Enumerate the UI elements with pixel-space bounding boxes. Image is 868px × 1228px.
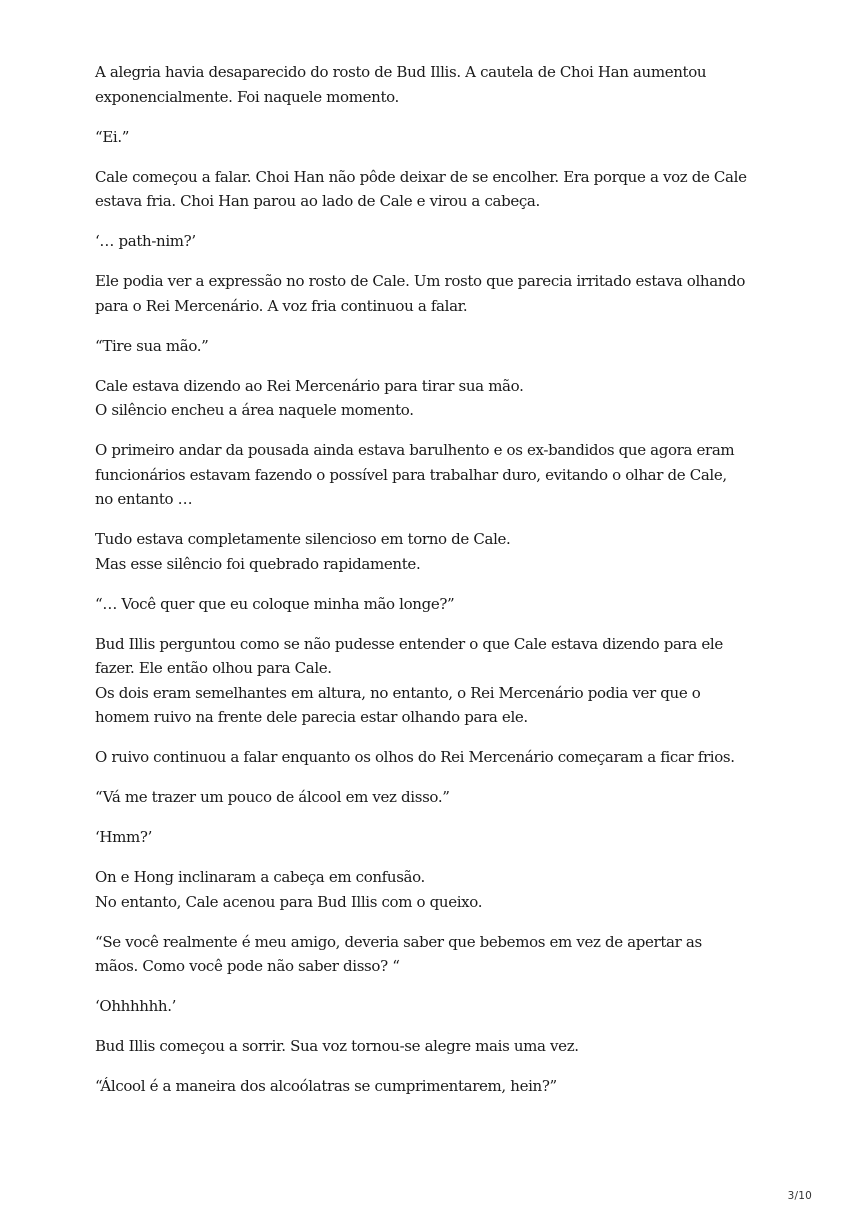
- paragraph: [95, 592, 795, 617]
- paragraph: [95, 745, 795, 770]
- text-line: no entanto …: [95, 490, 193, 508]
- text-line: O primeiro andar da pousada ainda estava barulhento e os ex-bandidos que agora eram: [95, 441, 735, 459]
- text-line: ‘… path-nim?’: [95, 232, 196, 250]
- text-line: O silêncio encheu a área naquele momento.: [95, 401, 414, 419]
- text-line: estava fria. Choi Han parou ao lado de Cale e virou a cabeça.: [95, 192, 540, 210]
- page-number: 3/10: [787, 1190, 812, 1202]
- paragraph: [95, 1074, 795, 1099]
- paragraph: [95, 632, 795, 730]
- paragraph: [95, 785, 795, 810]
- text-line: Mas esse silêncio foi quebrado rapidamente.: [95, 554, 421, 573]
- paragraph: [95, 825, 795, 850]
- text-line: A alegria havia desaparecido do rosto de Bud Illis. A cautela de Choi Han aumentou: [95, 63, 707, 81]
- text-line: No entanto, Cale acenou para Bud Illis com o queixo.: [95, 892, 483, 911]
- text-line: Bud Illis perguntou como se não pudesse entender o que Cale estava dizendo para ele: [95, 634, 723, 653]
- text-line: fazer. Ele então olhou para Cale.: [95, 659, 332, 677]
- text-line: ‘Ohhhhhh.’: [95, 997, 177, 1015]
- paragraph: [95, 527, 795, 576]
- paragraph: [95, 229, 795, 254]
- paragraph: [95, 438, 795, 512]
- paragraph: [95, 1034, 795, 1059]
- paragraph: [95, 994, 795, 1019]
- paragraph: [95, 865, 795, 914]
- text-line: exponencialmente. Foi naquele momento.: [95, 87, 399, 106]
- text-line: Cale começou a falar. Choi Han não pôde deixar de se encolher. Era porque a voz de Cale: [95, 167, 747, 186]
- paragraph: [95, 165, 795, 214]
- text-line: “Álcool é a maneira dos alcoólatras se cumprimentarem, hein?”: [95, 1077, 557, 1095]
- paragraph: [95, 60, 795, 109]
- text-line: O ruivo continuou a falar enquanto os olhos do Rei Mercenário começaram a ficar frios.: [95, 748, 735, 766]
- text-line: “Tire sua mão.”: [95, 336, 209, 355]
- text-line: Os dois eram semelhantes em altura, no entanto, o Rei Mercenário podia ver que o: [95, 683, 701, 702]
- text-line: “Se você realmente é meu amigo, deveria saber que bebemos em vez de apertar as: [95, 932, 702, 951]
- document-page: [95, 60, 795, 1114]
- text-line: para o Rei Mercenário. A voz fria continuou a falar.: [95, 296, 468, 315]
- text-line: Cale estava dizendo ao Rei Mercenário para tirar sua mão.: [95, 376, 524, 395]
- text-line: On e Hong inclinaram a cabeça em confusão.: [95, 868, 425, 886]
- text-line: “… Você quer que eu coloque minha mão longe?”: [95, 594, 455, 613]
- paragraph: [95, 334, 795, 359]
- text-line: “Ei.”: [95, 127, 130, 146]
- paragraph: [95, 125, 795, 150]
- text-line: Tudo estava completamente silencioso em torno de Cale.: [95, 530, 511, 548]
- paragraph: [95, 930, 795, 979]
- paragraph: [95, 269, 795, 318]
- text-line: mãos. Como você pode não saber disso? “: [95, 957, 400, 975]
- text-line: funcionários estavam fazendo o possível para trabalhar duro, evitando o olhar de Cale,: [95, 465, 727, 484]
- paragraph: [95, 374, 795, 423]
- text-line: Ele podia ver a expressão no rosto de Cale. Um rosto que parecia irritado estava olhando: [95, 272, 746, 290]
- text-line: ‘Hmm?’: [95, 828, 153, 846]
- text-line: Bud Illis começou a sorrir. Sua voz tornou-se alegre mais uma vez.: [95, 1037, 579, 1055]
- text-line: “Vá me trazer um pouco de álcool em vez disso.”: [95, 788, 450, 806]
- text-line: homem ruivo na frente dele parecia estar olhando para ele.: [95, 708, 528, 726]
